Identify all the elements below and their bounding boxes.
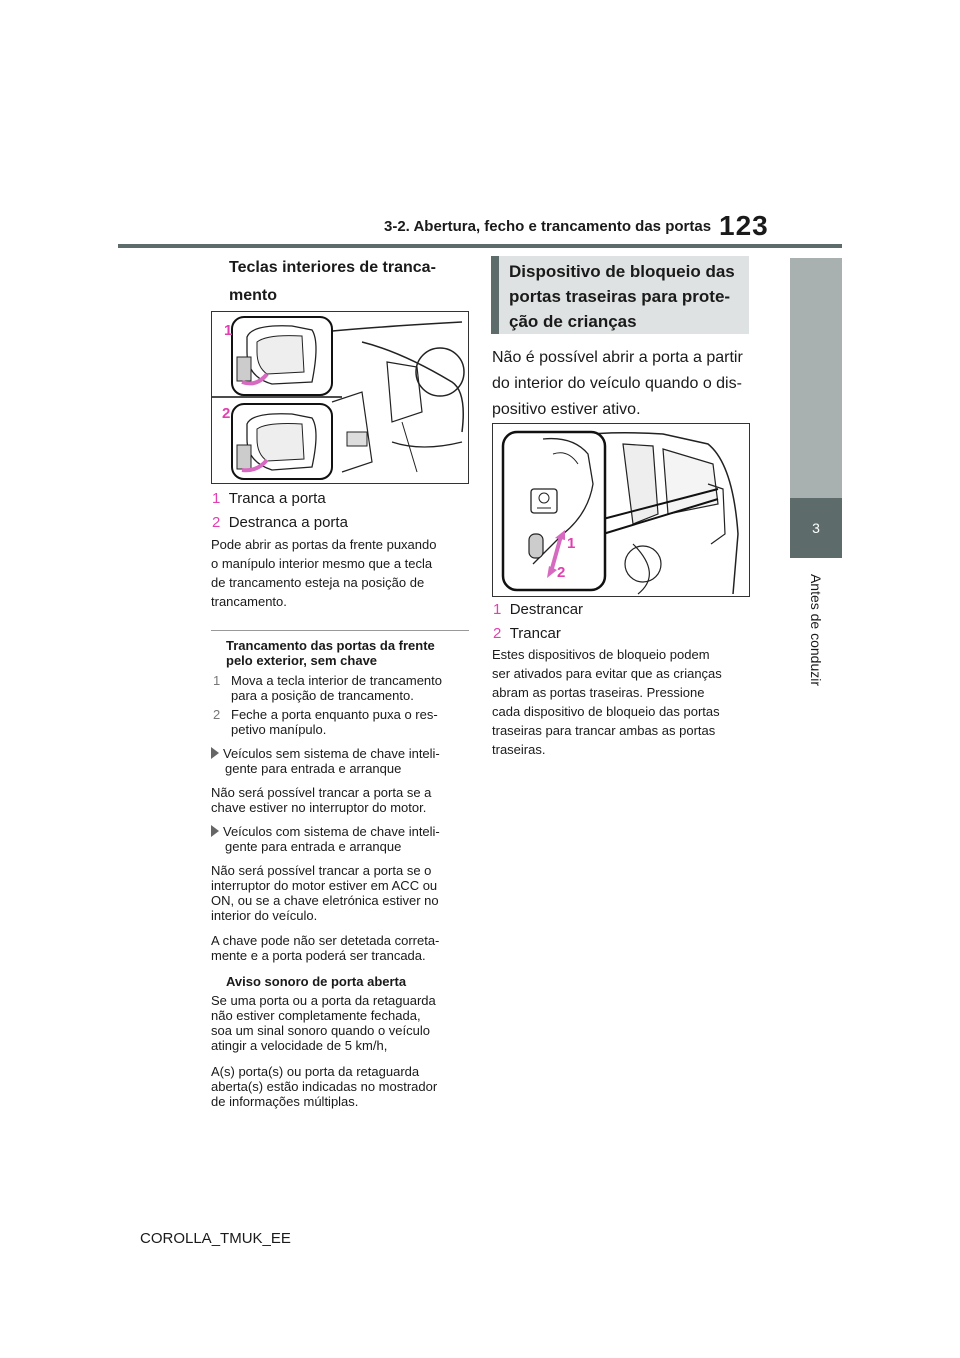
case2-text: Não será possível trancar a porta se o interruptor do motor estiver em ACC ou ON, ou se a chave eletrónica estiver no interior do veículo. xyxy=(211,863,439,923)
divider xyxy=(211,630,469,631)
case1-title: Veículos sem sistema de chave inteli- gente para entrada e arranque xyxy=(211,746,440,776)
figure-label-2: 2 xyxy=(557,564,566,581)
step-2: 2 Feche a porta enquanto puxa o res- petivo manípulo. xyxy=(213,707,438,737)
document-code: COROLLA_TMUK_EE xyxy=(140,1230,291,1247)
chapter-tab xyxy=(790,498,842,558)
figure-label-2: 2 xyxy=(222,405,231,422)
chapter-tab-background xyxy=(790,258,842,498)
case1-text: Não será possível trancar a porta se a chave estiver no interruptor do motor. xyxy=(211,785,432,815)
chapter-title: Antes de conduzir xyxy=(808,573,824,687)
arrow-icon xyxy=(211,825,219,837)
step-1: 1 Mova a tecla interior de trancamento para a posição de trancamento. xyxy=(213,673,442,703)
case2-text2: A chave pode não ser detetada correta- mente e a porta poderá ser trancada. xyxy=(211,933,440,963)
left-heading: Teclas interiores de tranca- mento xyxy=(229,259,436,304)
section-title: 3-2. Abertura, fecho e trancamento das portas xyxy=(384,218,712,235)
figure-label-1: 1 xyxy=(224,322,233,339)
door-lock-switch-figure xyxy=(211,311,469,484)
child-lock-figure xyxy=(492,423,750,597)
list-item: 1 Destrancar xyxy=(493,601,584,618)
right-note: Estes dispositivos de bloqueio podem ser ativados para evitar que as crianças abram as portas traseiras. Pressione cada dispositivo de bloqueio das portas traseiras para trancar ambas as portas traseiras. xyxy=(492,647,722,757)
list-item: 2 Destranca a porta xyxy=(212,514,348,531)
right-heading: Dispositivo de bloqueio das portas traseiras para prote- ção de crianças xyxy=(491,256,749,334)
figure-label-1: 1 xyxy=(567,535,576,552)
chapter-number: 3 xyxy=(812,520,820,536)
case2-title: Veículos com sistema de chave inteli- gente para entrada e arranque xyxy=(211,824,440,854)
buzzer-text2: A(s) porta(s) ou porta da retaguarda aberta(s) estão indicadas no mostrador de informações múltiplas. xyxy=(211,1064,438,1109)
list-item: 1 Tranca a porta xyxy=(212,490,326,507)
buzzer-text: Se uma porta ou a porta da retaguarda não estiver completamente fechada, soa um sinal sonoro quando o veículo atingir a velocidade de 5 km/h, xyxy=(211,993,436,1053)
right-intro: Não é possível abrir a porta a partir do interior do veículo quando o dis- positivo estiver ativo. xyxy=(492,349,743,418)
left-note: Pode abrir as portas da frente puxando o manípulo interior mesmo que a tecla de trancamento esteja na posição de trancamento. xyxy=(211,537,437,609)
arrow-icon xyxy=(211,747,219,759)
page-number: 123 xyxy=(719,210,769,241)
header-rule xyxy=(118,244,842,248)
box-title: Trancamento das portas da frente pelo exterior, sem chave xyxy=(226,638,435,668)
buzzer-title: Aviso sonoro de porta aberta xyxy=(226,974,407,989)
list-item: 2 Trancar xyxy=(493,625,561,642)
